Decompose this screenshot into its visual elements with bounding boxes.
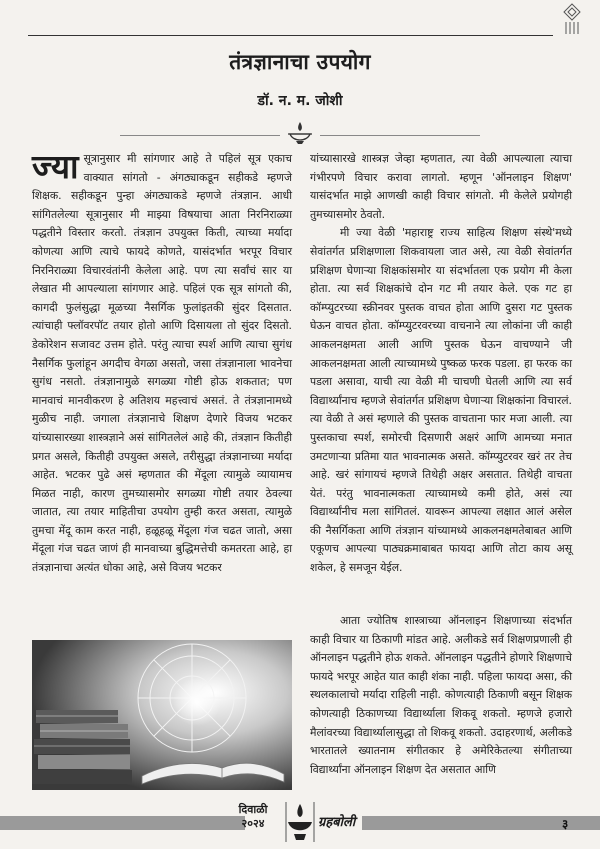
diya-lamp-icon (287, 120, 313, 146)
paragraph-1 (32, 147, 292, 578)
paragraph-3: आता ज्योतिष शास्त्राच्या ऑनलाइन शिक्षणाच्या संदर्भात काही विचार या ठिकाणी मांडत आहे. अलीकडे सर्व शिक्षणप्रणाली ही ऑनलाइन पद्धतीने होऊ शकते. ऑनलाइन पद्धतीने होणारे शिक्षणाचे फायदे भरपूर आहेत यात काही शंका नाही. पहिला फायदा असा, की स्थलकालाचो मर्यादा राहिली नाही. कोणत्याही ठिकाणी बसून शिक्षक कोणत्याही ठिकाणच्या विद्यार्थ्याला शिकवू शकतो. म्हणजे हजारो मैलांवरच्या विद्यार्थ्यालासुद्धा तो शिकवू शकतो. उदाहरणार्थ, अलीकडे भारतातले ख्यातनाम संगीतकार हे अमेरिकेतल्या संगीताच्या विद्यार्थ्यांना ऑनलाइन शिक्षण देत असतात आणि (310, 614, 572, 776)
article-author: डॉ. न. म. जोशी (257, 93, 343, 109)
footer-diwali: दिवाळी (238, 803, 268, 816)
divider-line-right (320, 135, 480, 136)
divider-line-left (120, 135, 280, 136)
title-divider (120, 120, 480, 146)
paragraph-2: मी ज्या वेळी 'महाराष्ट्र राज्य साहित्य शिक्षण संस्थे'मध्ये सेवांतर्गत प्रशिक्षणाला शिकवायला जात असे, त्या वेळी सेवांतर्गत प्रशिक्षण घेणाऱ्या शिक्षकांसमोर या संदर्भातला एक प्रयोग मी केला होता. त्या सर्व शिक्षकांचे दोन गट मी तयार केले. एक गट हा कॉम्प्युटरच्या स्क्रीनवर पुस्तक वाचत होता आणि दुसरा गट पुस्तक घेऊन वाचत होता. कॉम्प्युटरवरच्या वाचनाने त्या लोकांना जी काही आकलनक्षमता आली आणि पुस्तक घेऊन वाचण्याने जी आकलनक्षमता आली त्याच्यामध्ये पुष्कळ फरक पडला. हा फरक का पडला असावा, याची त्या वेळी मी चाचणी घेतली आणि त्या सर्व विद्यार्थ्यांनाच म्हणजे सेवांतर्गत प्रशिक्षण घेणाऱ्या शिक्षकांना विचारलं. त्या वेळी ते असं म्हणाले की पुस्तक वाचताना फार मजा आली. त्या पुस्तकाचा स्पर्श, समोरची दिसणारी अक्षरं आणि आमच्या मनात उमटणाऱ्या प्रतिमा यात भावनात्मक असते. कॉम्प्युटरवर खरं तर तेच आहे. खरं सांगायचं म्हणजे तिथेही अक्षर असतात. तिथेही वाचता येतं. परंतु भावनात्मकता त्याच्यामध्ये कमी होते, असं त्या विद्यार्थ्यांनीच मला सांगितलं. यावरून आपल्या लक्षात आलं असेल की नैसर्गिकता आणि तंत्रज्ञान यांच्यामध्ये आकलनक्षमतेबाबत आणि एकूणच आपल्या पाठ्यक्रमाबाबत फायदा आणि तोटा काय असू शकेल, हे समजून येईल. (310, 226, 572, 575)
page-number: ३ (562, 817, 569, 831)
footer-bar-left (0, 816, 245, 830)
footer-year: २०२४ (241, 817, 265, 830)
column-right-lower (310, 612, 572, 779)
dropcap: ज्या (32, 147, 79, 186)
books-zodiac-illustration (32, 640, 292, 790)
footer-brand: ग्रहबोली (318, 815, 356, 830)
footer-lamp-icon (283, 800, 317, 844)
footer-issue (228, 803, 278, 831)
article-title: तंत्रज्ञानाचा उपयोग (229, 50, 371, 74)
top-rule (28, 35, 553, 36)
paragraph-1-continued: यांच्यासारखे शास्त्रज्ञ जेव्हा म्हणतात, त्या वेळी आपल्याला त्याचा गंभीरपणे विचार करावा लागतो. म्हणून 'ऑनलाइन शिक्षण' यासंदर्भात माझे आणखी काही विचार सांगतो. मी केलेले प्रयोगही तुमच्यासमोर ठेवतो. (310, 152, 572, 221)
ornament-icon (552, 2, 592, 36)
column-right (310, 150, 572, 578)
column-left (32, 147, 292, 578)
paragraph-1-text: सूत्रानुसार मी सांगणार आहे ते पहिलं सूत्र एकाच वाक्यात सांगतो - अंगठ्याकडून सहीकडे म्हणजे शिक्षक. सहीकडून पुन्हा अंगठ्याकडे म्हणजे तंत्रज्ञान. आधी सांगितलेल्या सूत्रानुसार मी माझ्या विषयाचा आता निरनिराळ्या पद्धतीने विस्तार करतो. तंत्रज्ञान उपयुक्त किती, त्याच्या मर्यादा कोणत्या आणि त्याचे फायदे कोणते, यासंदर्भात भरपूर विचार निरनिराळ्या विचारवंतांनी केलेला आहे. पण त्या सर्वांचं सार या लेखात मी आपल्याला सांगणार आहे. पहिलं एक सूत्र सांगतो की, कागदी फुलंसुद्धा मूळच्या नैसर्गिक फुलांइतकी सुंदर दिसतात. त्यांचाही फ्लॉवरपॉट तयार होतो आणि दिसायला तो सुंदर दिसतो. डेकोरेशन सजावट उत्तम होते. परंतु त्याचा स्पर्श आणि त्याचा सुगंध नैसर्गिक फुलांहून अगदीच वेगळा असतो, जसा तंत्रज्ञानाला भावनेचा सुगंध नसतो. तंत्रज्ञानामुळे सगळ्या गोष्टी होऊ शकतात; पण मानवाचं मानवीकरण हे अतिशय महत्त्वाचं असतं. ते तंत्रज्ञानामध्ये मुळीच नाही. जगाला तंत्रज्ञानाचे शिक्षण देणारे विजय भटकर यांच्यासारख्या शास्त्रज्ञाने असं सांगितलेलं आहे की, तंत्रज्ञान कितीही प्रगत असले, कितीही उपयुक्त असले, तरीसुद्धा तंत्रज्ञानाच्या मर्यादा आहेत. भटकर पुढे असं म्हणतात की मेंदूला त्यामुळे व्यायामच मिळत नाही, कारण तुमच्यासमोर सगळ्या गोष्टी तयार ठेवल्या जातात, त्या तयार माहितीचा उपयोग तुम्ही करत असता, त्यामुळे तुमचा मेंदू काम करत नाही, हळूहळू मेंदूला गंज चढत जातो, असा मेंदूला गंज चढत जाणं ही मानवाच्या बुद्धिमत्तेची कमतरता आहे, हा तंत्रज्ञानाचा अत्यंत धोका आहे, असे विजय भटकर (32, 152, 292, 575)
